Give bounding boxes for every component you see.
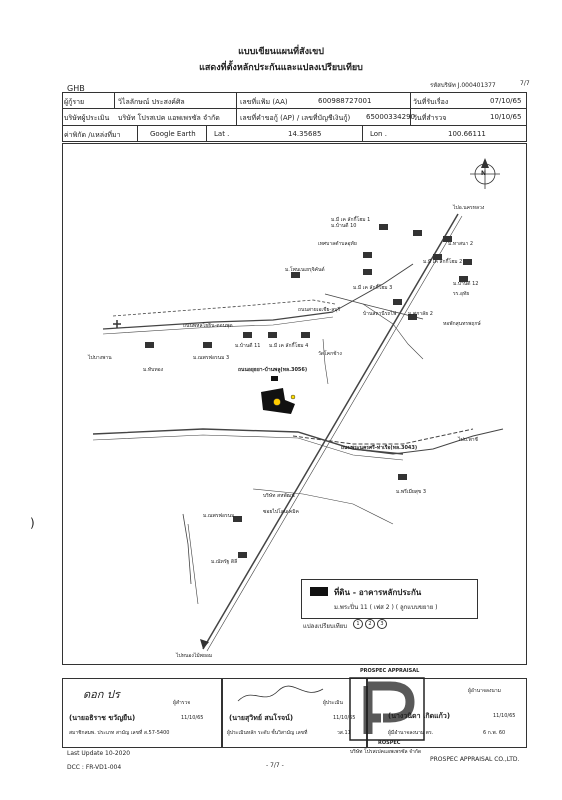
- date-survey-label: วันที่สำรวจ: [413, 114, 447, 122]
- account-label: เลขที่คำขอกู้ (AP) / เลขที่บัญชีเงินกู้): [240, 114, 351, 122]
- label-to-phachi: ไปบ.พาชี: [458, 437, 478, 443]
- appraiser-label: บริษัทผู้ประเมิน: [64, 114, 110, 122]
- legend-subtitle: ม.พระปิ่น 11 ( เฟส 2 ) ( ลูกแบบขยาย ): [334, 604, 438, 611]
- label-village13: ม.ทับทอง: [143, 367, 164, 373]
- stamp-caption: บริษัท โปรสเปคแอพเพรซัล จำกัด: [350, 749, 422, 755]
- label-north: N: [481, 170, 487, 177]
- label-village7: ม.มี เค ลักกี้โฮม 3: [353, 285, 393, 291]
- date-survey-value: 10/10/65: [490, 113, 522, 121]
- page-ratio: 7/7: [520, 80, 530, 87]
- location-map: [62, 143, 527, 665]
- surveyor-license: สมาชิกสมพ. ประเภท สามัญ เลขที่ ส.57-5400: [69, 730, 170, 736]
- appraiser-date: 11/10/65: [333, 715, 356, 721]
- owner-value: วิไลลักษณ์ ประสงค์ศิล: [118, 98, 185, 106]
- app-no-value: 600988727001: [318, 97, 372, 105]
- label-road-3056: ถนนอยุธยา-บ้านพลู(ทล.3056): [238, 367, 308, 373]
- label-village2: ม.มี เค ลักกี้โฮม 1: [331, 217, 371, 223]
- label-misc1: เทศบาลตำบลอุทัย: [318, 241, 357, 247]
- label-road-3043: ถนนพระนครศรี-ท่าเรือ(ทล.3043): [341, 445, 418, 451]
- appraiser-license: ผู้ประเมินหลัก ระดับ ชั้นวิสามัญ เลขที่: [227, 730, 308, 736]
- stamp-bottom-text: ROSPEC: [378, 740, 401, 746]
- lon-label: Lon .: [370, 130, 387, 138]
- label-village16: ม.ณัทรัฐ ดิลี: [211, 559, 238, 565]
- appraiser-signature: [233, 681, 333, 709]
- account-value: 65000334290: [366, 113, 415, 121]
- label-village6: รร.อุทัย: [453, 291, 470, 297]
- surveyor-signature-box: [62, 678, 222, 748]
- date-sent-value: 07/10/65: [490, 97, 522, 105]
- label-road-left: ถนนพหลโยธิน-ดอนพุด: [183, 323, 233, 329]
- label-to-bangpahan: ไปบางพาน: [88, 355, 112, 361]
- appraiser-license-num: วส.11: [337, 730, 351, 736]
- label-village4: ม.มี เค ลักกี้โฮม 2: [423, 259, 463, 265]
- label-village1: ม.บ้านดี 10: [331, 223, 357, 229]
- label-misc2: ม.โพนเนเยรุจิคันด์: [285, 267, 325, 273]
- coord-source: Google Earth: [150, 130, 196, 138]
- label-village8: ม.ศุภาลัย 2: [408, 311, 433, 317]
- lat-label: Lat .: [214, 130, 230, 138]
- appraiser-role: ผู้ประเมิน: [323, 700, 343, 706]
- label-road-main: ถนนสายเอเชีย-ลบุรี: [298, 307, 341, 313]
- authorizer-role: ผู้อำนาจลงนาม: [468, 688, 501, 694]
- company-stamp: [340, 668, 440, 758]
- authorizer-license: ผู้มีอำนาจลงนาม ตร.: [388, 730, 434, 736]
- appraiser-value: บริษัท โปรสเปค แอพเพรซัล จำกัด: [118, 114, 220, 122]
- compare-marker-3: 3: [377, 619, 387, 629]
- compare-marker-1: 1: [353, 619, 363, 629]
- reference-number: รหัสบริษัท J.000401377: [430, 82, 496, 89]
- label-village3: ม.ทาสนา 2: [448, 241, 474, 247]
- map-legend: [301, 579, 478, 619]
- compare-markers: [353, 619, 387, 629]
- authorizer-date: 11/10/65: [493, 713, 516, 719]
- surveyor-name: (นายอธิราช ขวัญยืน): [69, 714, 136, 722]
- label-village5: ม.บ้านดี 12: [453, 281, 479, 287]
- document-subtitle: แสดงที่ตั้งหลักประกันและแปลงเปรียบเทียบ: [199, 63, 363, 73]
- label-village12: ม.ณพรฟอรนม 3: [193, 355, 230, 361]
- page-number: - 7/7 -: [266, 762, 284, 769]
- label-temple: วัดโคกช้าง: [318, 351, 342, 357]
- coord-label: ค่าพิกัด /แหล่งที่มา: [64, 131, 121, 139]
- lon-value: 100.66111: [448, 130, 486, 138]
- label-village14: ม.พรีเมียสุข 3: [396, 489, 427, 495]
- company-name: PROSPEC APPRAISAL CO.,LTD.: [430, 756, 520, 763]
- authorizer-name: (นางวนิดา เกิดแก้ว): [388, 712, 451, 720]
- label-village10: ม.บ้านดี 11: [235, 343, 261, 349]
- bank-code: GHB: [67, 84, 85, 93]
- surveyor-date: 11/10/65: [181, 715, 204, 721]
- label-misc5: ซอยไปโลนเคมิค: [263, 509, 299, 515]
- stamp-top-text: PROSPEC APPRAISAL: [360, 668, 420, 674]
- document-title: แบบเขียนแผนที่สังเขป: [238, 47, 324, 57]
- legend-swatch: [310, 587, 328, 596]
- surveyor-signature: ดอก ปร: [83, 688, 120, 701]
- owner-label: ผู้กู้ราย: [64, 98, 85, 106]
- label-village11: ม.มี เค ลักกี้โฮม 4: [269, 343, 309, 349]
- label-village9: หอพักสุนทรพฤกษ์: [443, 321, 481, 327]
- lat-value: 14.35685: [288, 130, 322, 138]
- label-misc3: บ้านสถานีรถไฟ: [363, 311, 397, 317]
- compare-label: แปลงเปรียบเทียบ: [303, 623, 348, 630]
- doc-code: DCC : FR-VD1-004: [67, 764, 122, 771]
- label-village15: ม.ณพรฟอรนม: [203, 513, 235, 519]
- appraiser-name: (นายสุวิทย์ สนโรจน์): [229, 714, 294, 722]
- date-sent-label: วันที่รับเรื่อง: [413, 98, 449, 106]
- label-to-nakhon-luang: ไปอ.นครหลวง: [453, 205, 485, 211]
- surveyor-role: ผู้สำรวจ: [173, 700, 191, 706]
- authorizer-license-date: 6 ก.พ. 60: [483, 730, 506, 736]
- app-no-label: เลขที่แฟ้ม (AA): [240, 98, 288, 106]
- legend-title: ที่ดิน - อาคารหลักประกัน: [334, 588, 422, 597]
- last-update: Last Update 10-2020: [67, 750, 131, 757]
- label-misc6: ไปหนองไม้พยอม: [176, 653, 213, 659]
- margin-mark: ): [30, 516, 35, 530]
- compare-marker-2: 2: [365, 619, 375, 629]
- label-misc4: บริษัท สหพัฒน์: [263, 493, 295, 499]
